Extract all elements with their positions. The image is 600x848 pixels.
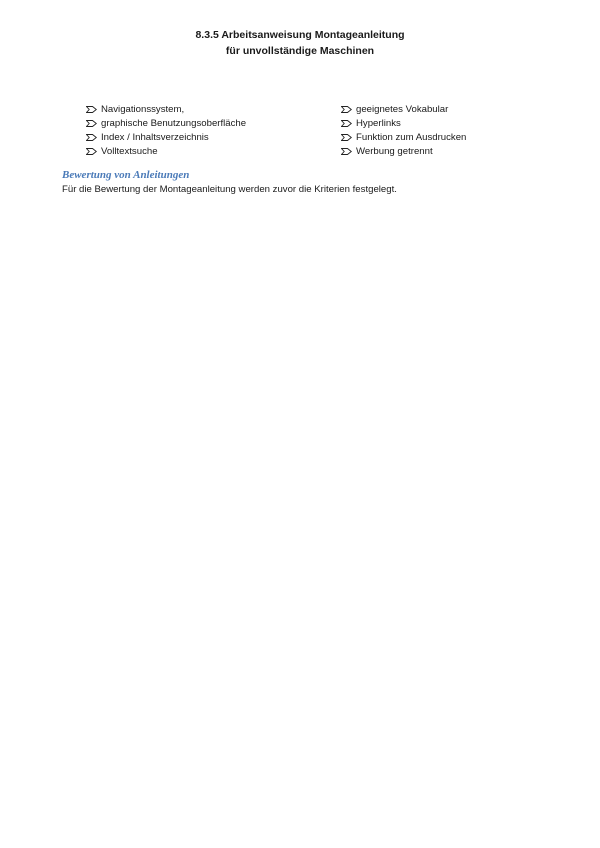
list-item-label: Index / Inhaltsverzeichnis — [101, 132, 209, 143]
list-item — [86, 131, 246, 145]
arrow-outline-icon — [341, 120, 352, 127]
list-item-label: graphische Benutzungsoberfläche — [101, 118, 247, 129]
arrow-outline-icon — [86, 106, 97, 113]
list-item — [341, 103, 466, 117]
list-item-label: Funktion zum Ausdrucken — [356, 132, 467, 143]
list-item-label: geeignetes Vokabular — [356, 104, 449, 115]
list-item — [86, 103, 246, 117]
list-item-label: Navigationssystem, — [101, 104, 185, 115]
list-item — [341, 145, 466, 159]
arrow-outline-icon — [341, 148, 352, 155]
arrow-outline-icon — [341, 106, 352, 113]
list-item — [341, 131, 466, 145]
criteria-list-right — [341, 103, 466, 159]
arrow-outline-icon — [341, 134, 352, 141]
list-item-label: Volltextsuche — [101, 146, 158, 157]
list-item-label: Werbung getrennt — [356, 146, 433, 157]
list-item — [86, 117, 246, 131]
list-item — [341, 117, 466, 131]
body-paragraph: Für die Bewertung der Montageanleitung werden zuvor die Kriterien festgelegt. — [62, 184, 397, 195]
page-title: 8.3.5 Arbeitsanweisung Montageanleitung — [195, 29, 405, 41]
section-heading: Bewertung von Anleitungen — [62, 169, 190, 181]
arrow-outline-icon — [86, 148, 97, 155]
arrow-outline-icon — [86, 120, 97, 127]
criteria-list-left — [86, 103, 246, 159]
page-subtitle: für unvollständige Maschinen — [225, 45, 375, 57]
arrow-outline-icon — [86, 134, 97, 141]
list-item — [86, 145, 246, 159]
list-item-label: Hyperlinks — [356, 118, 401, 129]
